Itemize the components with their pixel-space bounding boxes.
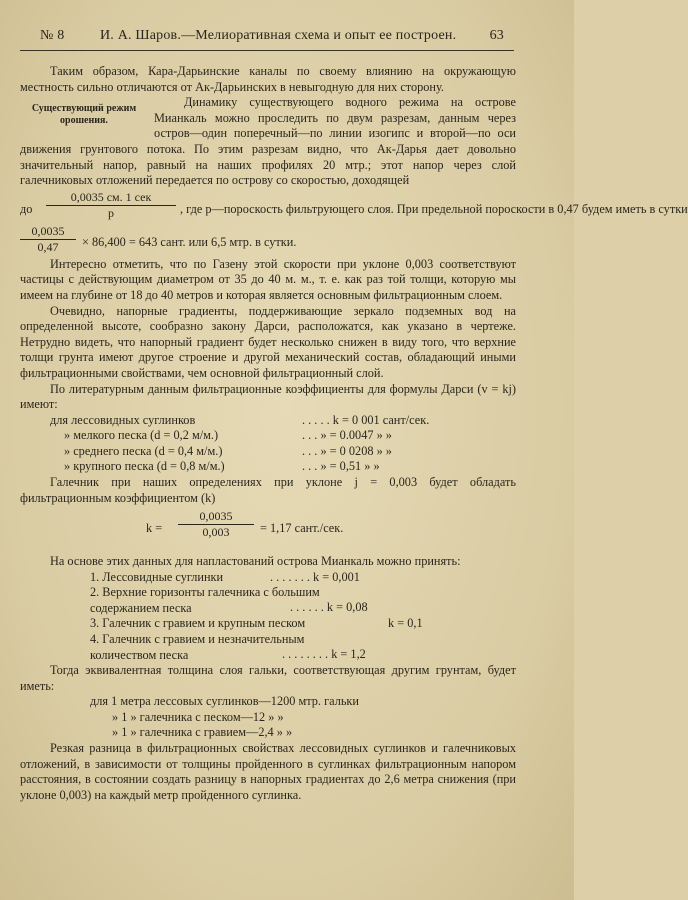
text-do: до (20, 201, 33, 216)
coefficient-list (20, 413, 516, 475)
paragraph-5: По литературным данным фильтрационные коэффициенты для формулы Дарси (v = kj) имеют: (20, 381, 516, 412)
eq2-lhs: k = (146, 521, 163, 536)
eq2-numerator: 0,0035 (199, 509, 233, 524)
list-item: 3. Галечник с гравием и крупным песком k = 0,1 (90, 616, 423, 631)
list-item: для 1 метра лессовых суглинков—1200 мтр. гальки (90, 694, 359, 709)
issue-number: № 8 (40, 28, 65, 43)
paragraph-8: Тогда эквивалентная толщина слоя гальки, соответствующая другим грунтам, будет иметь: (20, 663, 516, 693)
text-porosity: , где р—пороскость фильтрующего слоя. При предельной пороскости в 0,47 будем иметь в сутки (180, 201, 688, 216)
list-item: для лессовидных суглинков . . . . . k = 0 001 сант/сек. (50, 412, 430, 427)
list-item: 4. Галечник с гравием и незначительным количеством песка . . . . . . . . k = 1,2 (90, 632, 366, 662)
side-heading: Существующий режим орошения. (31, 103, 137, 127)
page-number: 63 (489, 28, 504, 43)
header-rule (20, 50, 514, 51)
list-item: » среднего песка (d = 0,4 м/м.) . . . » = 0 0208 » » (64, 443, 392, 458)
eq1-denominator: 0,47 (37, 239, 59, 254)
velocity-denominator: p (108, 205, 114, 220)
running-header (40, 28, 504, 50)
coefficient-equation (20, 510, 516, 546)
article-body (20, 64, 688, 803)
velocity-formula-line (20, 189, 688, 225)
running-title: И. А. Шаров.—Мелиоративная схема и опыт ее построен. (100, 28, 457, 43)
list-item: 2. Верхние горизонты галечника с большим содержанием песка . . . . . . k = 0,08 (90, 585, 368, 616)
equivalence-list (90, 694, 516, 741)
list-item: » крупного песка (d = 0,8 м/м.) . . . » = 0,51 » » (64, 459, 380, 474)
eq2-result: = 1,17 сант./сек. (260, 521, 344, 536)
list-item: » 1 » галечника с гравием—2,4 » » (112, 725, 293, 740)
list-item: » 1 » галечника с песком—12 » » (112, 709, 284, 724)
eq1-result: × 86,400 = 643 сант. или 6,5 мтр. в сутки. (82, 234, 297, 249)
eq2-denominator: 0,003 (202, 525, 230, 540)
daily-equation (20, 225, 516, 257)
velocity-fraction (42, 191, 180, 220)
paragraph-4: Очевидно, напорные градиенты, поддерживающие зеркало подземных вод на определенной высоте, сообразно закону Дарси, расположатся, как указано в чертеже. Нетрудно видеть, что напорный градиент будет несколько снижен в виду того, что верхние толщи грунта имеют другое строение и другой механический состав, обладающий иными фильтрационными свойствами, чем основной фильтрационный слой. (20, 303, 516, 380)
paragraph-9: Резкая разница в фильтрационных свойствах лессовидных суглинков и галечниковых отложений, в зависимости от толщины пройденного в суглинках фильтрационным напором расстояния, в состоянии создать разницу в напорных градиентах до 2,6 метра снижения (при уклоне 0,003) на каждый метр пройденного суглинка. (20, 741, 516, 802)
paragraph-3: Интересно отметить, что по Газену этой скорости при уклоне 0,003 соответствуют частицы с действующим диаметром от 35 до 40 м. м., т. е. как раз той толщи, которую мы имеем на глубине от 18 до 40 метров и которая является основным фильтрационным слоем. (20, 256, 516, 302)
velocity-numerator: 0,0035 см. 1 сек (70, 189, 152, 204)
paragraph-1: Таким образом, Кара-Дарьинские каналы по своему влиянию на окружающую местность сильно отличаются от Ак-Дарьинских в невыгодную для них сторону. (20, 64, 516, 94)
paragraph-2: Динамику существующего водного режима на острове Мианкаль можно проследить по двум разрезам, данным через остров—один поперечный—по линии изогипс и второй—по оси движения грунтового потока. По этим разрезам видно, что Ак-Дарья дает довольно значительный напор, равный на наших профилях 20 мтр.; этот напор через слой галечниковых отложений передается по острову со скоростью, доходящей (20, 95, 516, 188)
list-item: 1. Лессовидные суглинки . . . . . . . k = 0,001 (90, 569, 360, 584)
list-item: » мелкого песка (d = 0,2 м/м.) . . . » = 0.0047 » » (64, 428, 392, 443)
paragraph-7: На основе этих данных для напластований острова Мианкаль можно принять: (50, 554, 461, 569)
paragraph-6: Галечник при наших определениях при уклоне j = 0,003 будет обладать фильтрационным коэффициентом (k) (20, 475, 516, 505)
layer-list (90, 569, 423, 663)
eq1-numerator: 0,0035 (31, 223, 65, 238)
